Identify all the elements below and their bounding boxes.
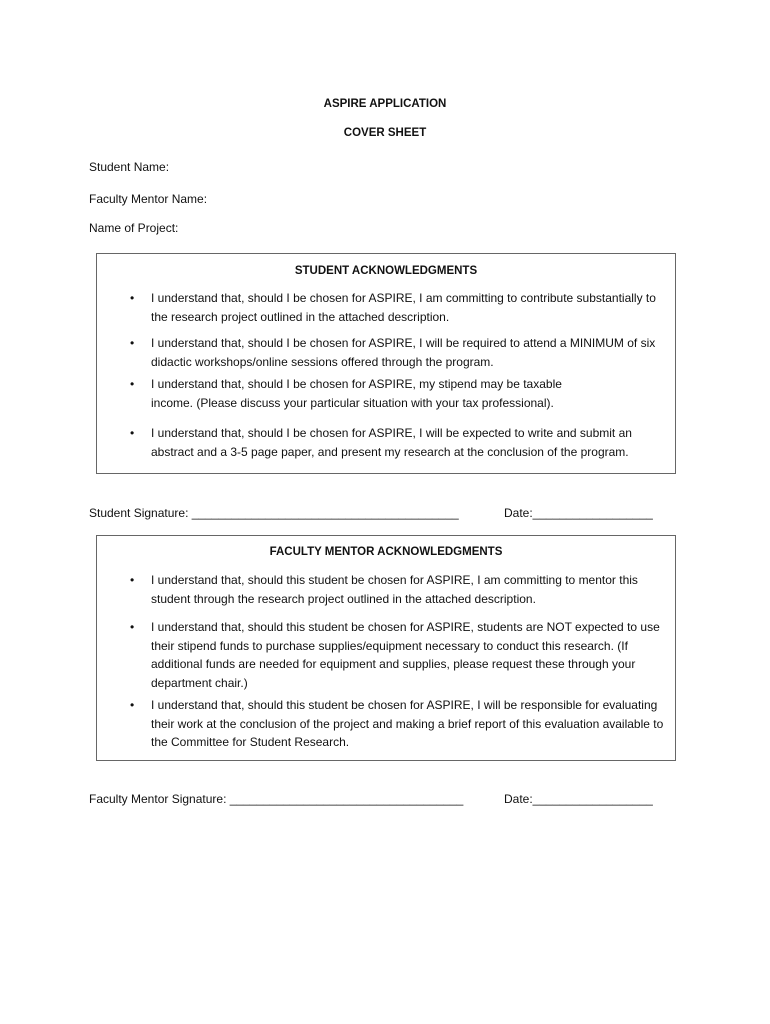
bullet-icon: • (130, 573, 135, 587)
student-ack-item-1: I understand that, should I be chosen for ASPIRE, I am committing to contribute substantially to the research project outlined in the attached description. (151, 291, 656, 324)
document-subtitle: COVER SHEET (343, 127, 427, 139)
bullet-icon: • (130, 620, 135, 634)
bullet-icon: • (130, 426, 135, 440)
student-signature-field[interactable]: Student Signature: ________________________________________ (89, 506, 459, 520)
faculty-ack-item-2: I understand that, should this student be chosen for ASPIRE, students are NOT expected to use their stipend funds to purchase supplies/equipment necessary to conduct this research. (If additional funds are needed for equipment and supplies, please request these through your department chair.) (151, 620, 660, 690)
student-acknowledgments-heading: STUDENT ACKNOWLEDGMENTS (294, 265, 478, 277)
document-title: ASPIRE APPLICATION (323, 98, 447, 110)
faculty-acknowledgments-heading: FACULTY MENTOR ACKNOWLEDGMENTS (269, 546, 503, 558)
project-name-field[interactable]: Name of Project: (89, 221, 179, 235)
student-ack-item-3: I understand that, should I be chosen for ASPIRE, my stipend may be taxable income. (Please discuss your particular situation with your tax professional). (151, 377, 562, 410)
faculty-ack-item-3: I understand that, should this student be chosen for ASPIRE, I will be responsible for evaluating their work at the conclusion of the project and making a brief report of this evaluation available to the Committee for Student Research. (151, 698, 664, 750)
student-date-field[interactable]: Date:__________________ (504, 506, 653, 520)
faculty-acknowledgments-box (96, 535, 676, 761)
bullet-icon: • (130, 377, 135, 391)
faculty-signature-field[interactable]: Faculty Mentor Signature: ___________________________________ (89, 792, 464, 806)
faculty-date-field[interactable]: Date:__________________ (504, 792, 653, 806)
student-ack-item-2: I understand that, should I be chosen for ASPIRE, I will be required to attend a MINIMUM of six didactic workshops/online sessions offered through the program. (151, 336, 656, 369)
student-acknowledgments-box (96, 253, 676, 474)
student-ack-item-4: I understand that, should I be chosen for ASPIRE, I will be expected to write and submit an abstract and a 3-5 page paper, and present my research at the conclusion of the program. (151, 426, 632, 459)
bullet-icon: • (130, 336, 135, 350)
bullet-icon: • (130, 291, 135, 305)
faculty-mentor-name-field[interactable]: Faculty Mentor Name: (89, 192, 208, 206)
faculty-ack-item-1: I understand that, should this student be chosen for ASPIRE, I am committing to mentor this student through the research project outlined in the attached description. (151, 573, 638, 606)
bullet-icon: • (130, 698, 135, 712)
student-name-field[interactable]: Student Name: (89, 160, 170, 174)
